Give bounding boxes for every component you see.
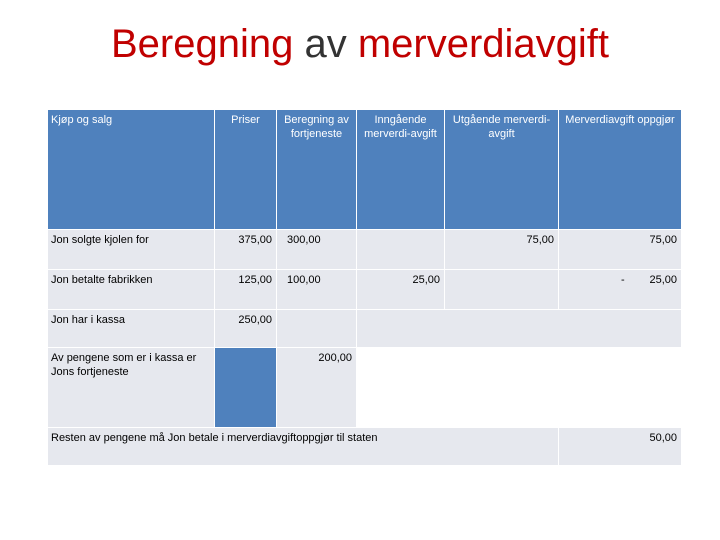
header-prices: Priser — [215, 110, 277, 230]
row4-profit: 200,00 — [277, 348, 357, 428]
row4-empty — [357, 348, 682, 428]
header-input-vat: Inngående merverdi-avgift — [357, 110, 445, 230]
row5-settlement: 50,00 — [559, 428, 682, 466]
header-buy-sell: Kjøp og salg — [48, 110, 215, 230]
title-part-2: av — [304, 22, 347, 66]
row3-empty — [357, 310, 682, 348]
row2-price: 125,00 — [215, 270, 277, 310]
row3-price: 250,00 — [215, 310, 277, 348]
title-part-1: Beregning — [110, 22, 294, 66]
row1-output-vat: 75,00 — [445, 230, 559, 270]
row3-profit — [277, 310, 357, 348]
row2-profit: 100,00 — [277, 270, 357, 310]
row2-dash: - — [621, 274, 625, 286]
row1-price: 375,00 — [215, 230, 277, 270]
slide-title — [0, 20, 720, 68]
header-output-vat: Utgående merverdi-avgift — [445, 110, 559, 230]
row2-settlement-value: 25,00 — [649, 274, 677, 286]
row2-output-vat — [445, 270, 559, 310]
row4-blue-cell — [215, 348, 277, 428]
row3-label: Jon har i kassa — [48, 310, 215, 348]
row1-profit: 300,00 — [277, 230, 357, 270]
row1-label: Jon solgte kjolen for — [48, 230, 215, 270]
row5-label: Resten av pengene må Jon betale i merverdiavgiftoppgjør til staten — [48, 428, 559, 466]
row2-settlement — [559, 270, 682, 310]
row1-settlement: 75,00 — [559, 230, 682, 270]
row2-input-vat: 25,00 — [357, 270, 445, 310]
title-part-3: merverdiavgift — [357, 22, 610, 66]
header-profit-calc: Beregning av fortjeneste — [277, 110, 357, 230]
header-vat-settlement: Merverdiavgift oppgjør — [559, 110, 682, 230]
row4-label: Av pengene som er i kassa er Jons fortjeneste — [48, 348, 215, 428]
row1-input-vat — [357, 230, 445, 270]
row2-label: Jon betalte fabrikken — [48, 270, 215, 310]
